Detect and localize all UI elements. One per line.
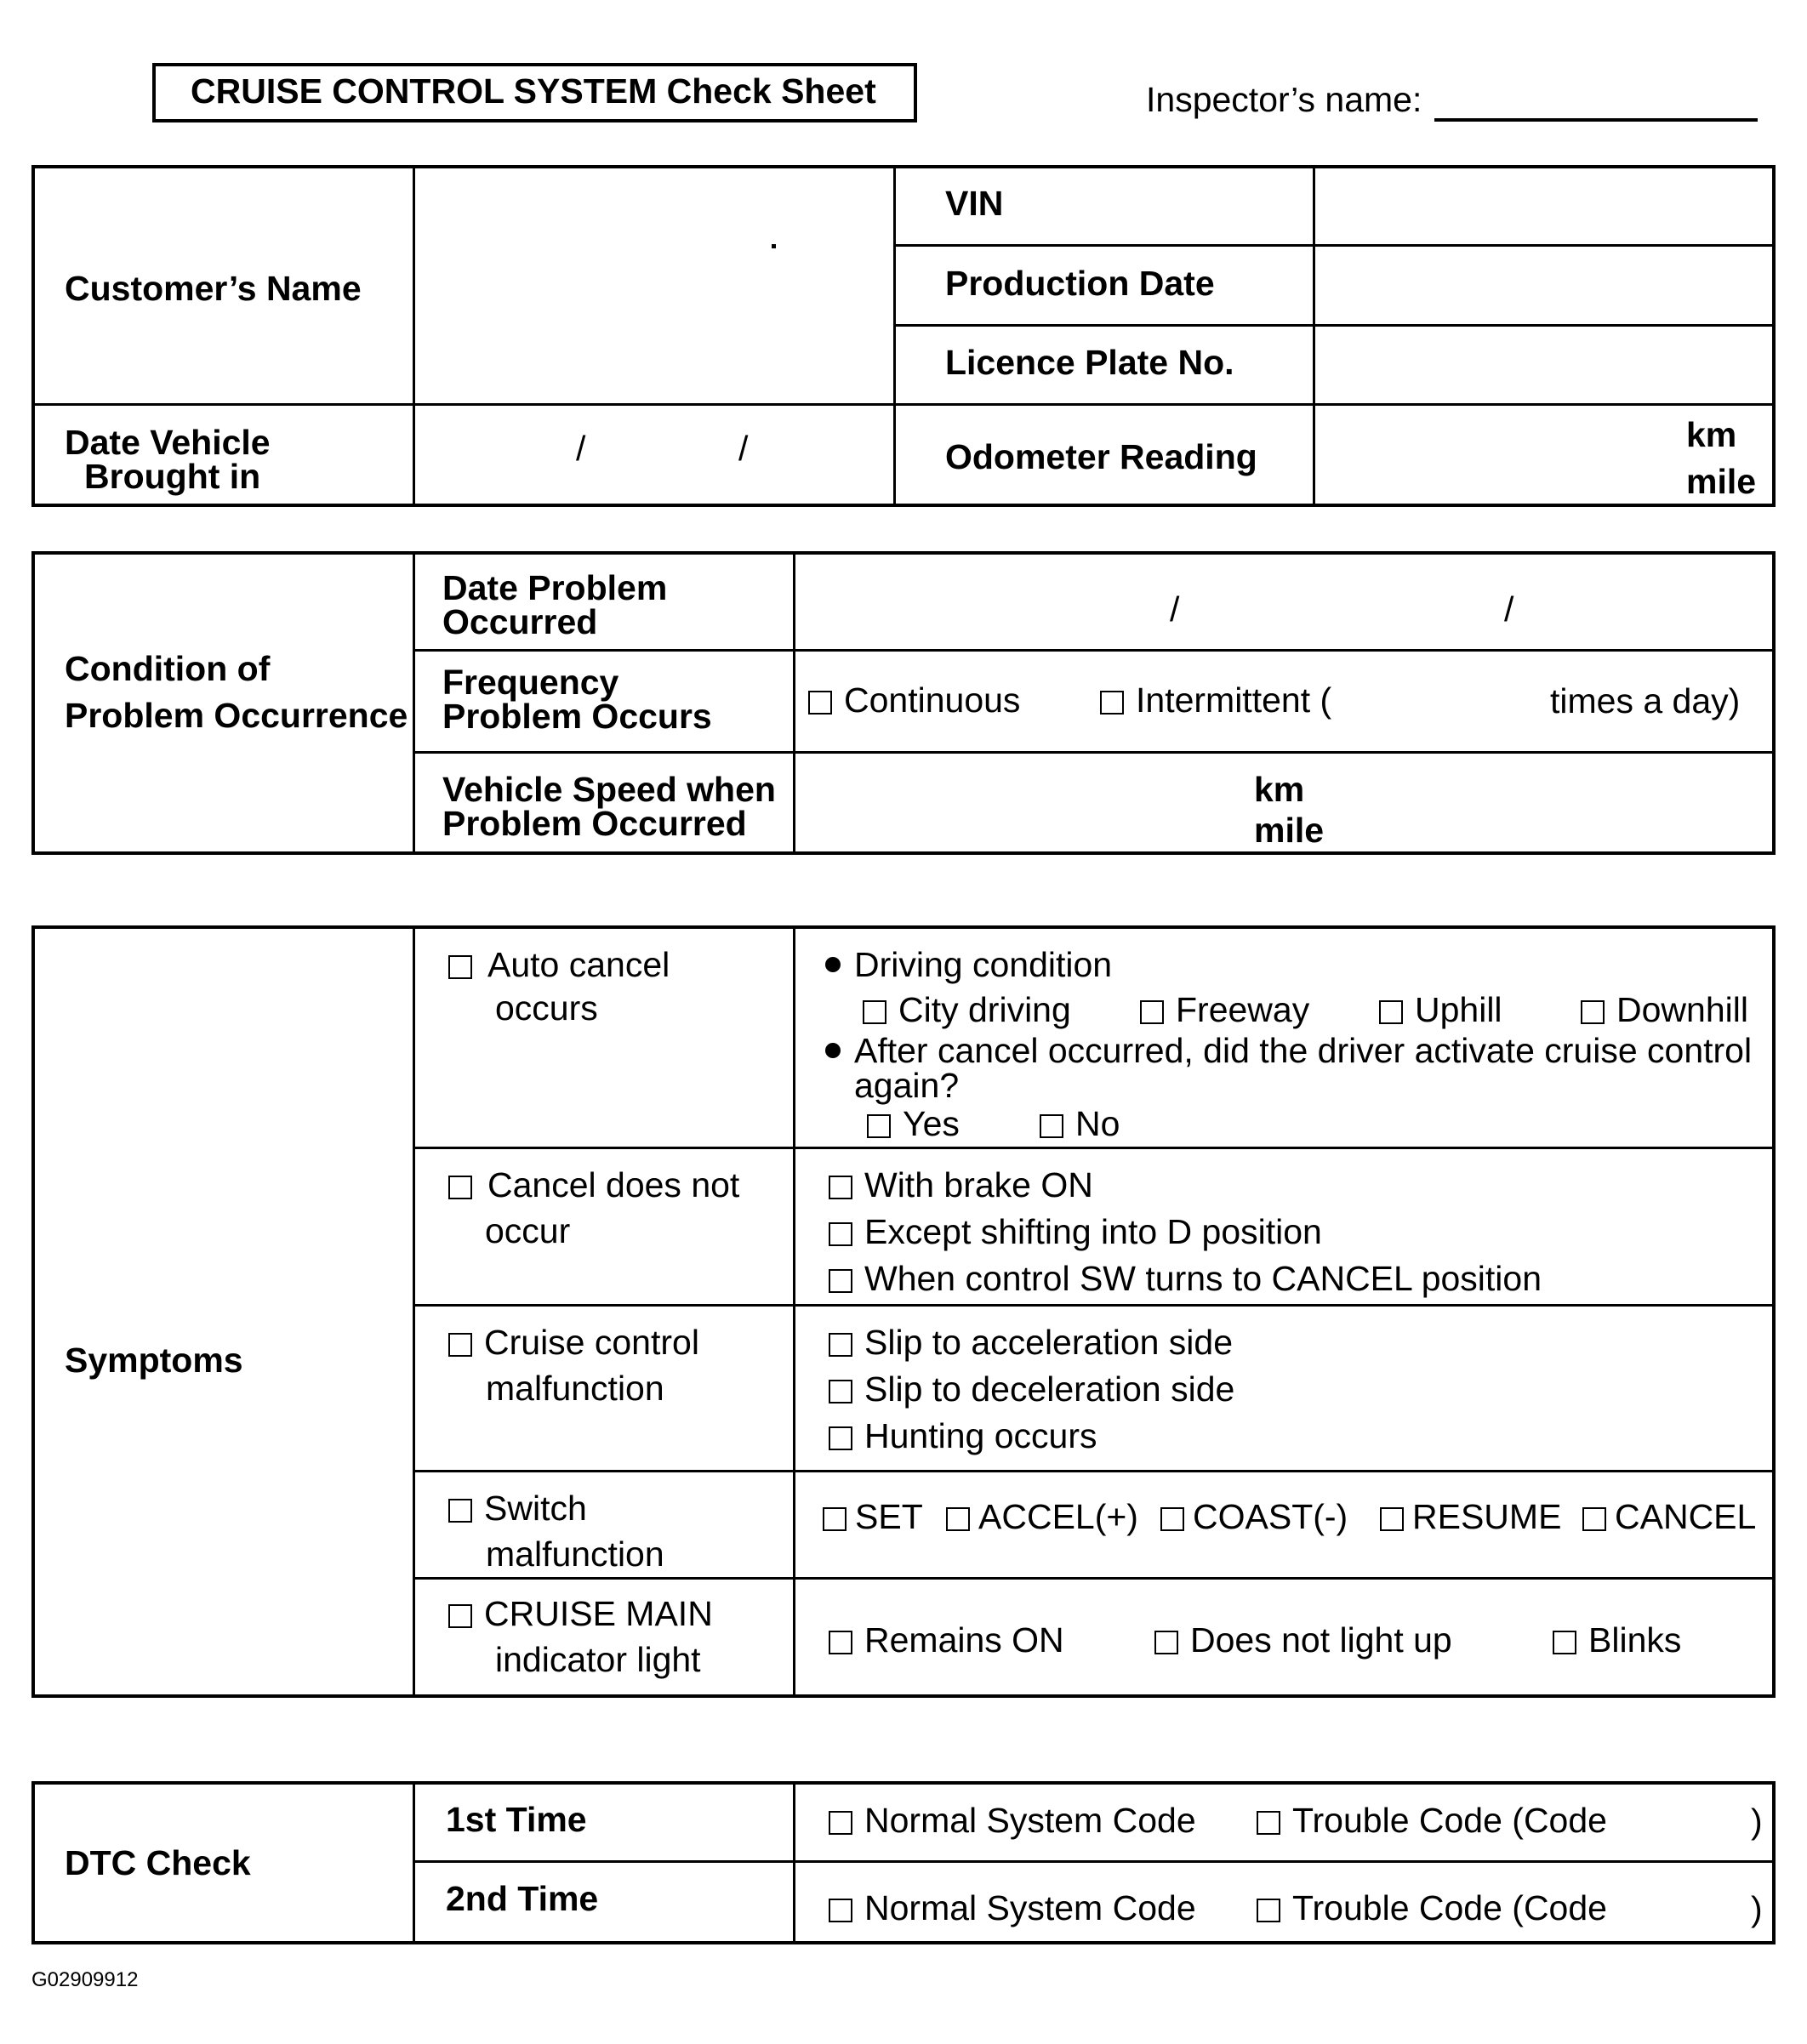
figure-id: G02909912 [31,1968,139,1991]
inspector-label: Inspector’s name: [1146,80,1422,119]
divider [413,1304,1776,1307]
option-not-light: Does not light up [1190,1620,1452,1660]
dtc2-close-paren: ) [1751,1889,1763,1928]
option-with-brake-on: With brake ON [864,1165,1093,1204]
indicator-blinks [1553,1620,1682,1660]
dtc1-close-paren: ) [1751,1802,1763,1841]
production-date-field[interactable] [1318,248,1772,322]
checkbox-dtc1-normal[interactable] [829,1811,852,1835]
driving-option-city [863,990,1071,1029]
divider [413,649,1776,652]
checkbox-dtc2-normal[interactable] [829,1899,852,1922]
option-uphill: Uphill [1415,990,1502,1029]
checkbox-downhill[interactable] [1581,1000,1605,1024]
indicator-label-2: indicator light [495,1640,701,1679]
option-city-driving: City driving [898,990,1071,1029]
odometer-unit-mile: mile [1686,462,1757,501]
divider [413,1470,1776,1472]
checkbox-with-brake-on[interactable] [829,1176,852,1199]
frequency-options [808,680,1021,720]
auto-cancel-label-1: Auto cancel [487,945,670,984]
vin-field[interactable] [1318,168,1772,242]
checkbox-cancel[interactable] [1582,1507,1606,1531]
condition-label-2: Problem Occurrence [65,696,408,735]
checkbox-uphill[interactable] [1379,1000,1403,1024]
vin-label: VIN [945,184,1004,223]
checkbox-control-sw-cancel[interactable] [829,1269,852,1293]
checkbox-resume[interactable] [1380,1507,1404,1531]
frequency-label-2: Problem Occurs [442,697,712,736]
option-control-sw-cancel: When control SW turns to CANCEL position [864,1259,1542,1298]
divider [1313,165,1315,507]
option-blinks: Blinks [1588,1620,1682,1660]
divider [413,165,415,507]
indicator-label-1: CRUISE MAIN [484,1594,713,1633]
speed-unit-km: km [1254,770,1305,809]
driving-option-freeway [1140,990,1310,1029]
switch-coast [1160,1497,1348,1536]
dtc1-normal [829,1803,1196,1838]
checkbox-cruise-malfunction[interactable] [448,1333,472,1357]
divider [413,1147,1776,1149]
divider [413,1577,1776,1580]
condition-label-1: Condition of [65,649,271,688]
frequency-label-1: Frequency [442,663,619,702]
dtc-first-time: 1st Time [446,1800,587,1839]
malfunction-option [448,1325,699,1360]
indicator-remains-on [829,1620,1064,1660]
auto-cancel-option [448,945,670,984]
checkbox-hunting[interactable] [829,1426,852,1450]
option-remains-on: Remains ON [864,1620,1064,1660]
reactivate-question-line2: again? [854,1066,960,1105]
switch-label-1: Switch [484,1489,587,1528]
cancel-not-opt2 [829,1212,1322,1251]
odometer-unit-km: km [1686,415,1737,454]
driving-option-uphill [1379,990,1502,1029]
dtc2-trouble [1257,1888,1607,1927]
speed-label-2: Problem Occurred [442,804,747,843]
date-problem-field[interactable] [798,556,1772,646]
reactivate-question [825,1033,1752,1068]
option-accel: ACCEL(+) [978,1497,1138,1536]
driving-condition-heading [825,945,1113,984]
malfunction-label-2: malfunction [486,1369,664,1408]
option-dtc2-trouble: Trouble Code (Code [1292,1888,1607,1927]
divider [793,925,795,1698]
malfunction-label-1: Cruise control [484,1323,699,1362]
divider [413,925,415,1698]
cancel-not-label-1: Cancel does not [487,1165,740,1204]
speed-unit-mile: mile [1254,811,1325,850]
odometer-label: Odometer Reading [945,437,1257,476]
checkbox-cruise-main-indicator[interactable] [448,1604,472,1628]
speed-label-1: Vehicle Speed when [442,770,776,809]
reactivate-yes [867,1104,960,1143]
odometer-field[interactable] [1318,408,1658,504]
option-dtc1-trouble: Trouble Code (Code [1292,1801,1607,1840]
divider [793,551,795,855]
cancel-not-opt3 [829,1261,1542,1296]
checkbox-city-driving[interactable] [863,1000,886,1024]
checkbox-dtc1-trouble[interactable] [1257,1811,1280,1835]
checkbox-cancel-not-occur[interactable] [448,1176,472,1199]
option-downhill: Downhill [1616,990,1748,1029]
date-brought-label-1: Date Vehicle [65,423,271,462]
switch-cancel [1582,1497,1757,1536]
indicator-option [448,1594,713,1633]
speed-field[interactable] [798,756,1240,851]
divider [793,1781,795,1944]
divider [413,1781,415,1944]
frequency-options [1100,680,1332,720]
symptoms-label: Symptoms [65,1341,243,1380]
switch-label-2: malfunction [486,1534,664,1574]
divider [893,324,1776,327]
option-no: No [1075,1104,1120,1143]
switch-accel [946,1497,1138,1536]
option-freeway: Freeway [1176,990,1310,1029]
date-brought-label-2: Brought in [84,457,261,496]
malfunction-opt3 [829,1416,1097,1455]
option-dtc1-normal: Normal System Code [864,1801,1196,1840]
licence-plate-label: Licence Plate No. [945,343,1234,382]
option-slip-acceleration: Slip to acceleration side [864,1323,1234,1362]
customer-name-label: Customer’s Name [65,269,362,308]
cancel-not-option [448,1165,740,1204]
cancel-not-label-2: occur [485,1211,571,1250]
checkbox-not-light[interactable] [1154,1631,1178,1654]
checkbox-except-shifting[interactable] [829,1222,852,1246]
divider [893,244,1776,247]
checkbox-dtc2-trouble[interactable] [1257,1899,1280,1922]
malfunction-opt1 [829,1325,1233,1360]
cancel-not-opt1 [829,1165,1093,1204]
driving-option-downhill [1581,990,1748,1029]
checkbox-switch-malfunction[interactable] [448,1499,472,1523]
option-yes: Yes [903,1104,960,1143]
option-intermittent: Intermittent ( [1136,680,1332,720]
dtc2-normal [829,1888,1196,1927]
switch-resume [1380,1497,1562,1536]
switch-set [823,1497,923,1536]
checkbox-remains-on[interactable] [829,1631,852,1654]
checkbox-set[interactable] [823,1507,846,1531]
checkbox-slip-deceleration[interactable] [829,1380,852,1403]
switch-option [448,1491,587,1526]
divider [413,1860,1776,1863]
page-title: CRUISE CONTROL SYSTEM Check Sheet [191,71,876,111]
dtc-check-label: DTC Check [65,1843,251,1882]
inspector-signature-line[interactable] [1434,118,1758,122]
bullet-icon [825,1043,841,1058]
option-set: SET [855,1497,923,1536]
indicator-not-light [1154,1620,1452,1660]
date-separator: / [576,429,586,468]
checkbox-accel[interactable] [946,1507,970,1531]
divider [31,403,1776,406]
checkbox-slip-acceleration[interactable] [829,1333,852,1357]
checkbox-continuous[interactable] [808,691,832,715]
checkbox-coast[interactable] [1160,1507,1184,1531]
option-hunting: Hunting occurs [864,1416,1097,1455]
option-except-shifting: Except shifting into D position [864,1212,1322,1251]
licence-plate-field[interactable] [1318,328,1772,401]
option-cancel: CANCEL [1615,1497,1757,1536]
production-date-label: Production Date [945,264,1215,303]
times-a-day: times a day) [1550,681,1741,720]
dtc1-trouble [1257,1803,1607,1838]
driving-condition-label: Driving condition [854,945,1113,984]
option-coast: COAST(-) [1193,1497,1348,1536]
checkbox-no[interactable] [1040,1114,1063,1138]
reactivate-question-line1: After cancel occurred, did the driver activate cruise control [854,1031,1753,1070]
malfunction-opt2 [829,1369,1235,1409]
dtc-second-time: 2nd Time [446,1879,599,1918]
date-separator: / [1504,589,1514,629]
customer-name-field[interactable] [417,170,890,400]
bullet-icon [825,957,841,972]
checkbox-intermittent[interactable] [1100,691,1124,715]
date-separator: / [738,429,749,468]
divider [413,751,1776,754]
checkbox-auto-cancel[interactable] [448,955,472,979]
option-continuous: Continuous [844,680,1021,720]
divider [413,551,415,855]
date-problem-label-1: Date Problem [442,568,668,607]
checkbox-blinks[interactable] [1553,1631,1576,1654]
date-problem-label-2: Occurred [442,602,598,641]
reactivate-no [1040,1104,1120,1143]
checkbox-freeway[interactable] [1140,1000,1164,1024]
checkbox-yes[interactable] [867,1114,891,1138]
divider [893,165,896,507]
auto-cancel-label-2: occurs [495,988,598,1028]
date-separator: / [1170,589,1180,629]
option-slip-deceleration: Slip to deceleration side [864,1369,1235,1409]
option-resume: RESUME [1412,1497,1562,1536]
date-brought-field[interactable] [417,408,890,504]
option-dtc2-normal: Normal System Code [864,1888,1196,1927]
